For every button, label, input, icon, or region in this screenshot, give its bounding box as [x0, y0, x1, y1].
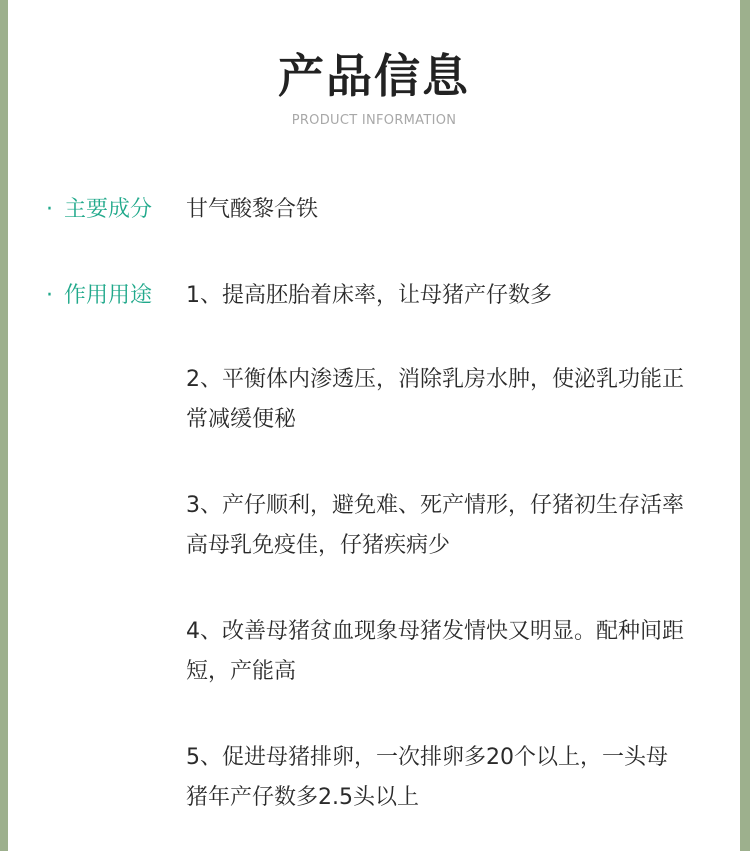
page-subtitle: PRODUCT INFORMATION [291, 113, 457, 128]
usage-item-1: 1、提高胚胎着床率，让母猪产仔数多 [186, 283, 552, 308]
usage-item-5: 5、促进母猪排卵，一次排卵多20个以上，一头母猪年产仔数多2.5头以上 [186, 745, 668, 810]
usage-item-2: 2、平衡体内渗透压，消除乳房水肿，使泌乳功能正常减缓便秘 [186, 367, 684, 432]
bullet-dot: · [46, 283, 53, 308]
usage-label [46, 281, 152, 311]
bullet-dot: · [46, 197, 53, 222]
ingredient-label [46, 195, 152, 225]
product-info-card [8, 0, 740, 851]
ingredient-value: 甘气酸黎合铁 [186, 197, 319, 222]
usage-item-4: 4、改善母猪贫血现象母猪发情快又明显。配种间距短，产能高 [186, 619, 684, 684]
ingredient-label-text: 主要成分 [64, 197, 153, 222]
usage-label-text: 作用用途 [64, 283, 153, 308]
page-title: 产品信息 [278, 49, 470, 103]
usage-item-3: 3、产仔顺利，避免难、死产情形，仔猪初生存活率高母乳免疫佳，仔猪疾病少 [186, 493, 684, 558]
